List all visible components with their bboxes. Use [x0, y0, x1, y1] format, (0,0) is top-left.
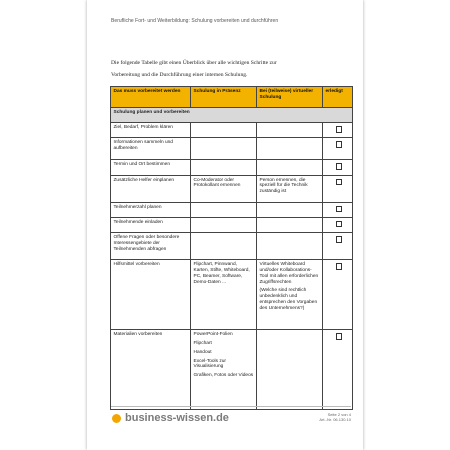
- table-row: [111, 217, 353, 232]
- running-head: Berufliche Fort- und Weiterbildung: Schulung vorbereiten und durchführen: [111, 18, 279, 24]
- virtual-note: (Welche sind rechtlich unbedenklich und entsprechen den Vorgaben des Unternehmens?): [259, 288, 318, 311]
- presence-cell: [191, 330, 257, 410]
- virtual-cell: [257, 175, 323, 202]
- header-done: erledigt: [323, 87, 353, 108]
- done-cell: [323, 217, 353, 232]
- table-row: [111, 233, 353, 260]
- done-checkbox[interactable]: [336, 263, 343, 270]
- presence-cell: [191, 202, 257, 217]
- done-cell: [323, 233, 353, 260]
- presence-cell: [191, 123, 257, 138]
- table-row: [111, 175, 353, 202]
- section-row: [111, 108, 353, 123]
- virtual-cell: [257, 260, 323, 330]
- task-cell: Teilnehmerzahl planen: [111, 202, 191, 217]
- done-cell: [323, 330, 353, 410]
- task-cell: Offene Fragen oder besondere Interessengebiete der Teilnehmenden abfragen: [111, 233, 191, 260]
- done-checkbox[interactable]: [336, 221, 343, 228]
- header-virtual: Bei (teilweise) virtueller Schulung: [257, 87, 323, 108]
- virtual-note: Virtuelles Whiteboard und/oder Kollaborations-Tool mit allen erforderlichen Zugriffsrechten: [259, 262, 319, 285]
- intro-paragraph: [111, 58, 351, 81]
- document-page: [87, 0, 363, 450]
- page-number: Seite 2 von 4: [327, 412, 351, 417]
- task-cell: Hilfsmittel vorbereiten: [111, 260, 191, 330]
- done-checkbox[interactable]: [336, 206, 343, 213]
- done-cell: [323, 202, 353, 217]
- done-cell: [323, 260, 353, 330]
- page-info: [319, 412, 351, 422]
- done-checkbox[interactable]: [336, 236, 343, 243]
- done-checkbox[interactable]: [336, 126, 343, 133]
- virtual-note: Person ernennen, die speziell für die Technik zuständig ist: [259, 177, 308, 195]
- done-checkbox[interactable]: [336, 179, 343, 186]
- task-cell: Informationen sammeln und aufbereiten: [111, 138, 191, 160]
- section-title: Schulung planen und vorbereiten: [111, 108, 353, 123]
- checklist-table: [110, 86, 353, 410]
- presence-cell: [191, 138, 257, 160]
- table-row: [111, 330, 353, 410]
- table-header-row: [111, 87, 353, 108]
- footer-divider: [111, 406, 351, 407]
- presence-note: Handout: [193, 349, 212, 355]
- virtual-cell: [257, 202, 323, 217]
- virtual-cell: [257, 330, 323, 410]
- header-presence: Schulung in Präsenz: [191, 87, 257, 108]
- logo-text: business-wissen.de: [125, 412, 229, 424]
- logo-dot-icon: [112, 414, 121, 423]
- table-row: [111, 123, 353, 138]
- article-number: Art.-Nr. 06.130.10: [319, 417, 351, 423]
- task-cell: Zusätzliche Helfer einplanen: [111, 175, 191, 202]
- presence-cell: [191, 160, 257, 175]
- virtual-cell: [257, 138, 323, 160]
- intro-line: Die folgende Tabelle gibt einen Überblick über alle wichtigen Schritte zur: [111, 60, 277, 66]
- done-cell: [323, 175, 353, 202]
- presence-note: Flipchart, Pinnwand, Karten, Stifte, Whiteboard, PC, Beamer, Software, Demo-Daten ...: [193, 262, 250, 285]
- presence-cell: [191, 233, 257, 260]
- presence-note: Flipchart: [193, 340, 212, 346]
- table-row: [111, 202, 353, 217]
- done-cell: [323, 123, 353, 138]
- virtual-cell: [257, 123, 323, 138]
- done-checkbox[interactable]: [336, 333, 343, 340]
- done-cell: [323, 138, 353, 160]
- done-cell: [323, 160, 353, 175]
- task-cell: Teilnehmende einladen: [111, 217, 191, 232]
- presence-cell: [191, 217, 257, 232]
- table-row: [111, 160, 353, 175]
- presence-note: Grafiken, Fotos oder Videos: [193, 373, 254, 379]
- virtual-cell: [257, 217, 323, 232]
- task-cell: Termin und Ort bestimmen: [111, 160, 191, 175]
- virtual-cell: [257, 233, 323, 260]
- presence-note: PowerPoint-Folien: [193, 332, 233, 338]
- table-row: [111, 260, 353, 330]
- presence-note: Excel-Tools zur Visualisierung: [193, 358, 227, 370]
- done-checkbox[interactable]: [336, 141, 343, 148]
- presence-cell: [191, 175, 257, 202]
- header-task: Das muss vorbereitet werden: [111, 87, 191, 108]
- intro-line: Vorbereitung und die Durchführung einer internen Schulung.: [111, 71, 248, 78]
- virtual-cell: [257, 160, 323, 175]
- task-cell: Materialien vorbereiten: [111, 330, 191, 410]
- table-row: [111, 138, 353, 160]
- presence-note: Co-Moderator oder Protokollant ernennen: [193, 177, 241, 189]
- done-checkbox[interactable]: [336, 163, 343, 170]
- task-cell: Ziel, Bedarf, Problem klären: [111, 123, 191, 138]
- presence-cell: [191, 260, 257, 330]
